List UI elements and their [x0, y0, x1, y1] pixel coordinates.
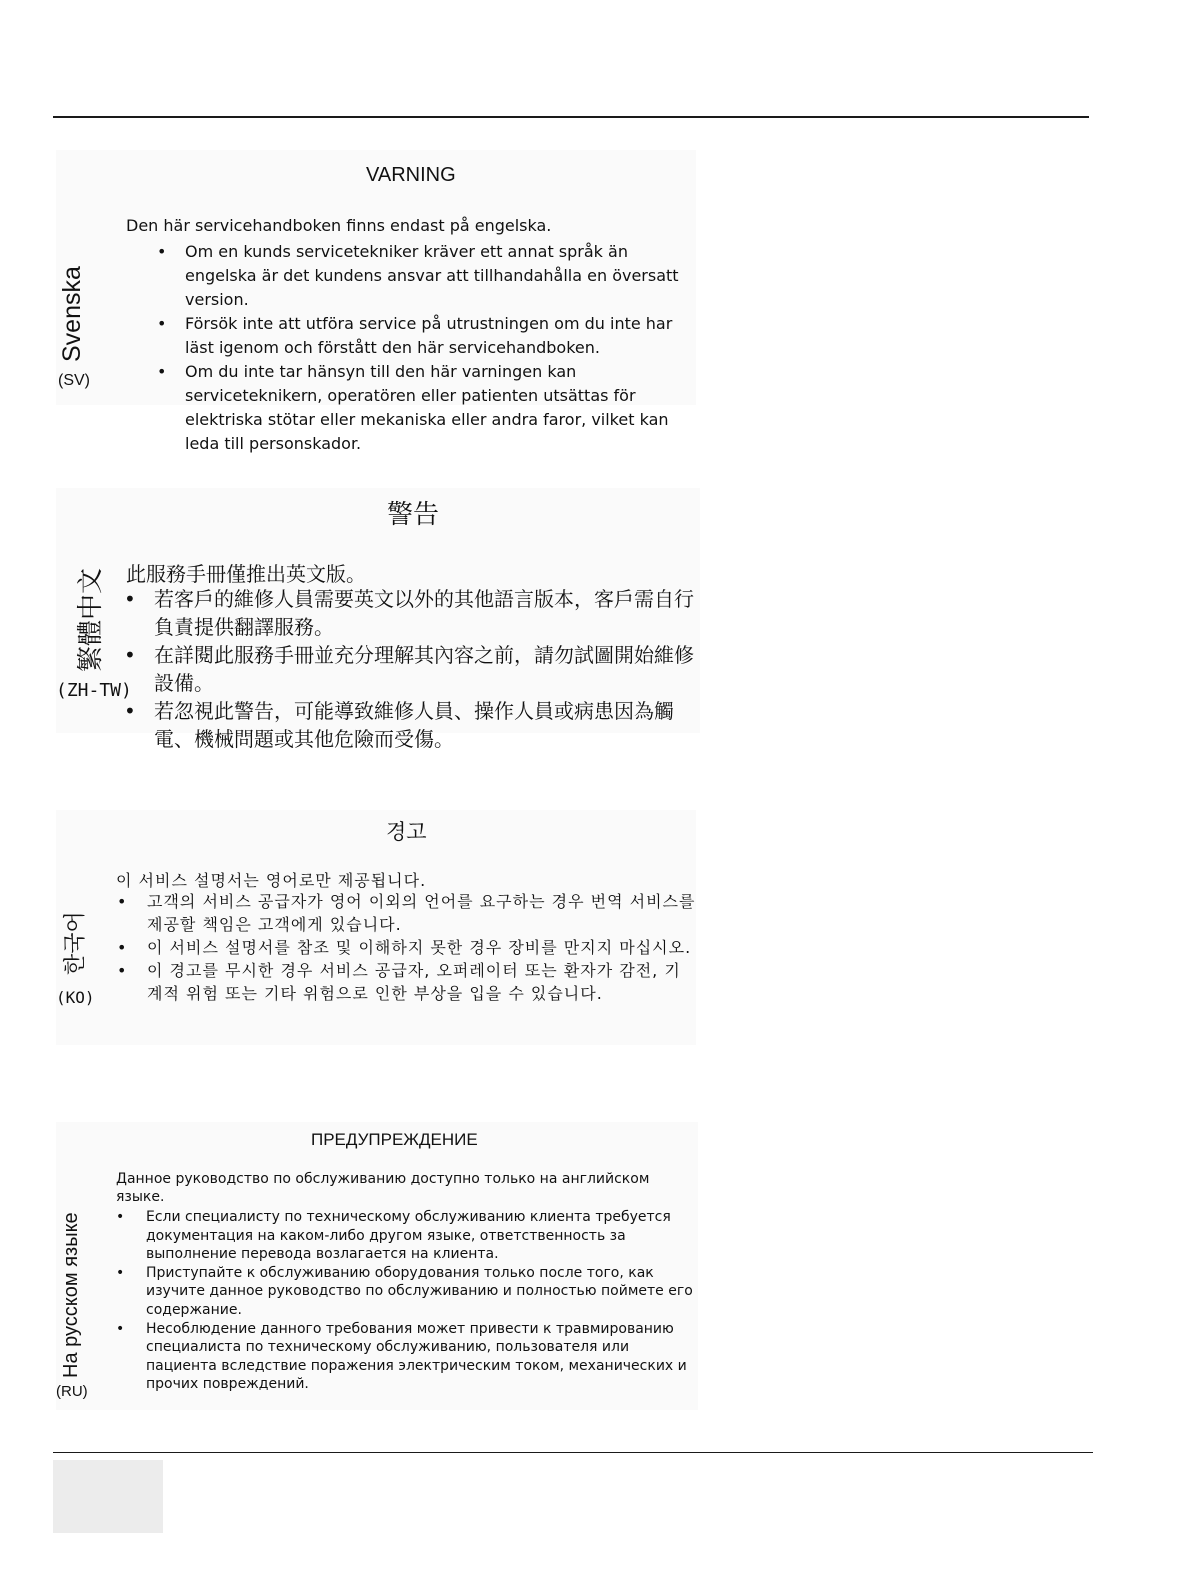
- bullet-icon: •: [124, 699, 136, 723]
- bullet-icon: •: [157, 242, 167, 261]
- language-code: (RU): [56, 1383, 88, 1400]
- list-item-text: Если специалисту по техническому обслуживанию клиента требуется документация на каком-либо другом языке, ответственность за выполнение перевода возлагается на клиента.: [146, 1209, 671, 1263]
- warning-heading: 警告: [387, 499, 440, 529]
- list-item: [117, 959, 697, 1005]
- warning-block-sv: [56, 150, 696, 453]
- bullet-icon: •: [124, 587, 136, 611]
- list-item-text: Försök inte att utföra service på utrustningen om du inte har läst igenom och förstått den här servicehandboken.: [185, 314, 673, 357]
- bullet-icon: •: [117, 938, 128, 957]
- warning-block-ru: [56, 1122, 698, 1410]
- list-item: [157, 240, 695, 312]
- warning-heading: VARNING: [366, 164, 456, 186]
- list-item: [117, 890, 697, 936]
- footer-rule: [53, 1452, 1093, 1453]
- language-code: (ZH-TW): [56, 680, 132, 701]
- warning-intro: 此服務手冊僅推出英文版。: [126, 562, 366, 586]
- bullet-icon: •: [116, 1320, 125, 1337]
- list-item-text: 이 경고를 무시한 경우 서비스 공급자, 오퍼레이터 또는 환자가 감전, 기계적 위험 또는 기타 위험으로 인한 부상을 입을 수 있습니다.: [147, 961, 681, 1003]
- warning-intro: Данное руководство по обслуживанию доступно только на английском языке.: [116, 1171, 650, 1205]
- warning-heading: ПРЕДУПРЕЖДЕНИЕ: [311, 1130, 478, 1149]
- list-item-text: Om en kunds servicetekniker kräver ett annat språk än engelska är det kundens ansvar att tillhandahålla en översatt version.: [185, 242, 679, 309]
- warning-list: [117, 890, 697, 1005]
- list-item: [116, 1320, 694, 1394]
- page-number-box: [53, 1460, 163, 1533]
- warning-intro: Den här servicehandboken finns endast på engelska.: [126, 216, 552, 235]
- list-item-text: 若忽視此警告，可能導致維修人員、操作人員或病患因為觸電、機械問題或其他危險而受傷。: [154, 699, 674, 751]
- list-item: [116, 1208, 694, 1264]
- language-name: На русском языке: [60, 1212, 82, 1378]
- language-name: 한국어: [62, 911, 87, 975]
- language-name: 繁體中文: [75, 567, 105, 672]
- list-item-text: Несоблюдение данного требования может привести к травмированию специалиста по техническому обслуживанию, пользователя или пациента вследствие поражения электрическим током, механических и прочих повреждений.: [146, 1320, 687, 1393]
- list-item: [157, 312, 695, 360]
- list-item-text: 在詳閱此服務手冊並充分理解其內容之前，請勿試圖開始維修設備。: [154, 643, 694, 695]
- list-item: [124, 697, 699, 753]
- bullet-icon: •: [157, 314, 167, 333]
- list-item-text: 고객의 서비스 공급자가 영어 이외의 언어를 요구하는 경우 번역 서비스를 제공할 책임은 고객에게 있습니다.: [147, 892, 696, 934]
- list-item-text: Om du inte tar hänsyn till den här varningen kan serviceteknikern, operatören eller patienten utsättas för elektriska stötar eller mekaniska eller andra faror, vilket kan leda till personskador.: [185, 362, 669, 453]
- bullet-icon: •: [157, 362, 167, 381]
- language-code: (SV): [58, 372, 90, 389]
- list-item: [116, 1264, 694, 1320]
- bullet-icon: •: [116, 1264, 125, 1281]
- list-item-text: 若客戶的維修人員需要英文以外的其他語言版本，客戶需自行負責提供翻譯服務。: [154, 587, 694, 639]
- language-code: (KO): [56, 988, 95, 1007]
- bullet-icon: •: [124, 643, 136, 667]
- list-item-text: 이 서비스 설명서를 참조 및 이해하지 못한 경우 장비를 만지지 마십시오.: [147, 938, 692, 957]
- bullet-icon: •: [116, 1209, 125, 1225]
- warning-block-zh-tw: [56, 488, 700, 751]
- warning-block-ko: [56, 810, 696, 1045]
- warning-list: [124, 585, 699, 753]
- bullet-icon: •: [117, 961, 128, 980]
- warning-list: [116, 1208, 694, 1394]
- header-rule: [53, 116, 1089, 118]
- list-item: [124, 641, 699, 697]
- list-item: [157, 360, 695, 456]
- warning-list: [157, 240, 695, 456]
- bullet-icon: •: [117, 892, 128, 911]
- list-item: [124, 585, 699, 641]
- warning-intro: 이 서비스 설명서는 영어로만 제공됩니다.: [116, 871, 427, 890]
- warning-heading: 경고: [386, 821, 427, 844]
- list-item-text: Приступайте к обслуживанию оборудования только после того, как изучите данное руководство по обслуживанию и полностью поймете его содержание.: [146, 1264, 693, 1318]
- list-item: [117, 936, 697, 959]
- language-name: Svenska: [58, 266, 86, 362]
